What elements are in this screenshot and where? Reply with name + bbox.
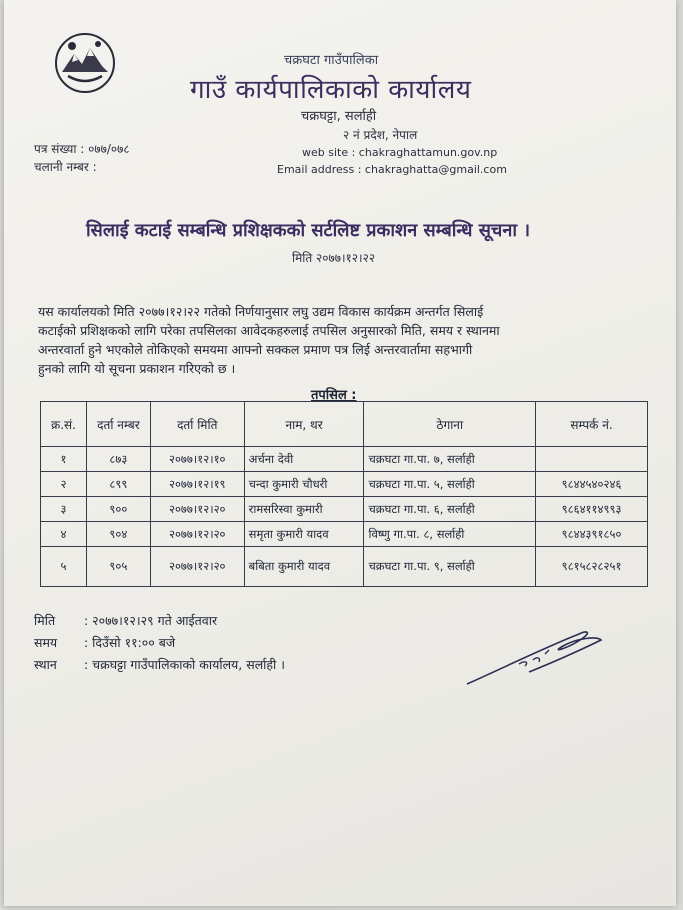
body-line: हुनको लागि यो सूचना प्रकाशन गरिएको छ । [38,361,236,376]
table-row [41,547,648,587]
cell-reg-date: २०७७।१२।१० [150,447,244,472]
cell-name: समृता कुमारी यादव [244,522,364,547]
nepal-emblem-icon [54,32,116,94]
cell-reg-no: ८७३ [86,447,150,472]
cell-reg-no: ९०० [86,497,150,522]
cell-address: चक्रघटा गा.पा. ५, सर्लाही [364,472,536,497]
table-row [41,497,648,522]
email-address: Email address : chakraghatta@gmail.com [277,163,507,176]
document-page [4,0,676,906]
footer-date-label: मिति [34,613,56,628]
body-line: यस कार्यालयको मिति २०७७।१२।२२ गतेको निर्णयानुसार लघु उद्यम विकास कार्यक्रम अन्तर्गत सिलाई [38,304,484,319]
reference-number: पत्र संख्या : ०७७/०७८ [34,142,130,156]
cell-name: अर्चना देवी [244,447,364,472]
table-header-row [41,402,648,447]
cell-reg-no: ९०५ [86,547,150,587]
footer-place-value: : चक्रघट्टा गाउँपालिकाको कार्यालय, सर्लाही । [84,657,286,672]
cell-contact: ९८४४५४०२४६ [536,472,648,497]
cell-name: बबिता कुमारी यादव [244,547,364,587]
cell-sn: १ [41,447,87,472]
office-province: २ नं प्रदेश, नेपाल [343,128,418,142]
website: web site : chakraghattamun.gov.np [302,146,498,159]
candidate-table [40,401,648,587]
notice-date: मिति २०७७।१२।२२ [292,251,376,265]
municipality-name: चक्रघटा गाउँपालिका [284,53,379,68]
cell-address: चक्रघटा गा.पा. ७, सर्लाही [364,447,536,472]
footer-place-label: स्थान [34,657,57,672]
header-sn: क्र.सं. [41,402,87,447]
cell-contact: ९८६४११४९९३ [536,497,648,522]
cell-reg-no: ९०४ [86,522,150,547]
dispatch-number: चलानी नम्बर : [34,160,97,174]
table-caption: तपसिल : [311,388,357,403]
cell-address: चक्रघटा गा.पा. ६, सर्लाही [364,497,536,522]
table-row [41,447,648,472]
header-reg-date: दर्ता मिति [150,402,244,447]
cell-sn: ३ [41,497,87,522]
signature-icon [459,620,609,690]
cell-reg-date: २०७७।१२।२० [150,522,244,547]
cell-address: चक्रघटा गा.पा. ९, सर्लाही [364,547,536,587]
cell-reg-date: २०७७।१२।२० [150,497,244,522]
office-location: चक्रघट्टा, सर्लाही [301,109,377,124]
table-row [41,522,648,547]
cell-sn: ५ [41,547,87,587]
cell-sn: ४ [41,522,87,547]
header-contact: सम्पर्क नं. [536,402,648,447]
footer-date-value: : २०७७।१२।२९ गते आईतवार [84,613,218,628]
cell-name: चन्दा कुमारी चौधरी [244,472,364,497]
cell-name: रामसरिस्वा कुमारी [244,497,364,522]
header-address: ठेगाना [364,402,536,447]
cell-reg-date: २०७७।१२।२० [150,547,244,587]
body-line: अन्तरवार्ता हुने भएकोले तोकिएको समयमा आफ्नो सक्कल प्रमाण पत्र लिई अन्तरवार्तामा सहभागी [38,342,473,357]
table-row [41,472,648,497]
cell-reg-no: ८९९ [86,472,150,497]
cell-reg-date: २०७७।१२।१९ [150,472,244,497]
notice-body [38,302,648,378]
footer-time-label: समय [34,635,58,650]
header-name: नाम, थर [244,402,364,447]
office-name: गाउँ कार्यपालिकाको कार्यालय [190,75,472,105]
cell-sn: २ [41,472,87,497]
cell-contact: ९८१५८२८२५१ [536,547,648,587]
cell-contact [536,447,648,472]
cell-contact: ९८४४३९१८५० [536,522,648,547]
body-line: कटाईको प्रशिक्षकको लागि परेका तपसिलका आवेदकहरुलाई तपसिल अनुसारको मिति, समय र स्थानमा [38,323,500,338]
header-reg-no: दर्ता नम्बर [86,402,150,447]
cell-address: विष्णु गा.पा. ८, सर्लाही [364,522,536,547]
footer-time-value: : दिउँसो ११:०० बजे [84,635,176,650]
notice-title: सिलाई कटाई सम्बन्धि प्रशिक्षकको सर्टलिष्ट प्रकाशन सम्बन्धि सूचना । [86,220,531,241]
